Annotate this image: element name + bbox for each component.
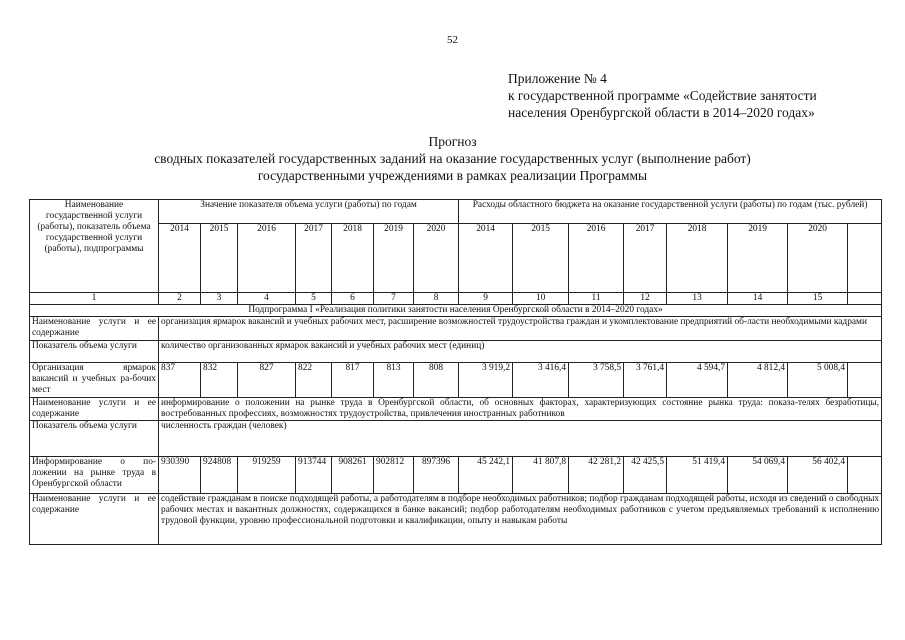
service-1-volume-2014: 837 [159, 363, 201, 398]
service-1-cost-2016: 3 758,5 [569, 363, 624, 398]
service-2-volume-2019: 902812 [374, 457, 414, 494]
col-number: 4 [238, 293, 296, 305]
service-1-cost-2018: 4 594,7 [667, 363, 728, 398]
appendix-header [508, 70, 817, 121]
service-2-volume-2020: 897396 [414, 457, 459, 494]
appendix-program-period: населения Оренбургской области в 2014–2020 годах» [508, 105, 815, 120]
service-1-cost-2017: 3 761,4 [624, 363, 667, 398]
col-number: 10 [513, 293, 569, 305]
title-line-1: Прогноз [428, 134, 477, 149]
col-number: 8 [414, 293, 459, 305]
label-service-content: Наименование услуги и ее содержание [30, 317, 159, 341]
col-number: 9 [459, 293, 513, 305]
appendix-number: Приложение № 4 [508, 71, 607, 86]
empty-cell [848, 224, 882, 293]
year-volume-2019: 2019 [374, 224, 414, 293]
service-2-cost-2019: 54 069,4 [728, 457, 788, 494]
header-volume: Значение показателя объема услуги (работы) по годам [159, 200, 459, 224]
col-number: 6 [332, 293, 374, 305]
label-volume-indicator: Показатель объема услуги [30, 341, 159, 363]
year-volume-2014: 2014 [159, 224, 201, 293]
document-title [0, 133, 905, 184]
label-service-content: Наименование услуги и ее содержание [30, 398, 159, 421]
service-1-content: организация ярмарок вакансий и учебных рабочих мест, расширение возможностей трудоустройства граждан и укомплектование предприятий об-ласти необходимыми кадрами [159, 317, 882, 341]
page-number: 52 [447, 34, 458, 46]
empty-cell [848, 363, 882, 398]
service-2-cost-2016: 42 281,2 [569, 457, 624, 494]
year-cost-2014: 2014 [459, 224, 513, 293]
col-number: 11 [569, 293, 624, 305]
year-cost-2018: 2018 [667, 224, 728, 293]
service-2-volume-2017: 913744 [296, 457, 332, 494]
service-1-volume-2017: 822 [296, 363, 332, 398]
year-cost-2019: 2019 [728, 224, 788, 293]
service-2-cost-2020: 56 402,4 [788, 457, 848, 494]
year-volume-2016: 2016 [238, 224, 296, 293]
col-number: 3 [201, 293, 238, 305]
service-1-volume-2019: 813 [374, 363, 414, 398]
year-cost-2017: 2017 [624, 224, 667, 293]
col-number: 7 [374, 293, 414, 305]
service-2-indicator: численность граждан (человек) [159, 421, 882, 457]
service-1-volume-2018: 817 [332, 363, 374, 398]
year-volume-2015: 2015 [201, 224, 238, 293]
title-line-2: сводных показателей государственных заданий на оказание государственных услуг (выполнение работ) [154, 151, 751, 166]
empty-cell [848, 293, 882, 305]
year-volume-2017: 2017 [296, 224, 332, 293]
label-volume-indicator: Показатель объема услуги [30, 421, 159, 457]
year-volume-2018: 2018 [332, 224, 374, 293]
empty-cell [848, 457, 882, 494]
service-2-cost-2015: 41 807,8 [513, 457, 569, 494]
service-1-row-name: Организация ярмарок вакансий и учебных ра-бочих мест [30, 363, 159, 398]
header-costs: Расходы областного бюджета на оказание государственной услуги (работы) по годам (тыс. рублей) [459, 200, 882, 224]
year-volume-2020: 2020 [414, 224, 459, 293]
service-2-volume-2015: 924808 [201, 457, 238, 494]
col-number: 15 [788, 293, 848, 305]
col-number: 13 [667, 293, 728, 305]
year-cost-2016: 2016 [569, 224, 624, 293]
title-line-3: государственными учреждениями в рамках реализации Программы [257, 168, 648, 183]
service-1-cost-2020: 5 008,4 [788, 363, 848, 398]
col-number: 14 [728, 293, 788, 305]
year-cost-2015: 2015 [513, 224, 569, 293]
service-2-cost-2017: 42 425,5 [624, 457, 667, 494]
service-2-cost-2018: 51 419,4 [667, 457, 728, 494]
service-3-content: содействие гражданам в поиске подходящей работы, а работодателям в подборе необходимых работников; подбор гражданам подходящей работы, исходя из сведений о свободных рабочих местах и вакантных должностях, содержащихся в банке вакансий; подбор работодателям необходимых работников с учетом предъявляемых требований к исполнению трудовой функции, уровню профессиональной подготовки и квалификации, опыту и навыкам работы [159, 494, 882, 545]
header-service-name: Наименование государственной услуги (работы), показатель объема государственной услуги (работы), подпрограммы [30, 200, 159, 293]
subprogram-title: Подпрограмма I «Реализация политики занятости населения Оренбургской области в 2014–2020 годах» [30, 305, 882, 317]
service-1-cost-2014: 3 919,2 [459, 363, 513, 398]
col-number: 5 [296, 293, 332, 305]
label-service-content: Наименование услуги и ее содержание [30, 494, 159, 545]
service-2-content: информирование о положении на рынке труда в Оренбургской области, об основных факторах, характеризующих состояние рынка труда: показа-телях безработицы, востребованных профессиях, возможностях трудоустройства, привлечения иностранных работников [159, 398, 882, 421]
service-1-cost-2015: 3 416,4 [513, 363, 569, 398]
appendix-program-line: к государственной программе «Содействие занятости [508, 88, 817, 103]
service-1-volume-2015: 832 [201, 363, 238, 398]
col-number: 12 [624, 293, 667, 305]
service-1-volume-2020: 808 [414, 363, 459, 398]
service-2-row-name: Информирование о по-ложении на рынке труда в Оренбургской области [30, 457, 159, 494]
year-cost-2020: 2020 [788, 224, 848, 293]
service-1-volume-2016: 827 [238, 363, 296, 398]
service-2-cost-2014: 45 242,1 [459, 457, 513, 494]
service-2-volume-2018: 908261 [332, 457, 374, 494]
service-1-indicator: количество организованных ярмарок вакансий и учебных рабочих мест (единиц) [159, 341, 882, 363]
col-number: 2 [159, 293, 201, 305]
service-2-volume-2016: 919259 [238, 457, 296, 494]
col-number: 1 [30, 293, 159, 305]
service-1-cost-2019: 4 812,4 [728, 363, 788, 398]
service-2-volume-2014: 930390 [159, 457, 201, 494]
forecast-table [29, 199, 882, 545]
